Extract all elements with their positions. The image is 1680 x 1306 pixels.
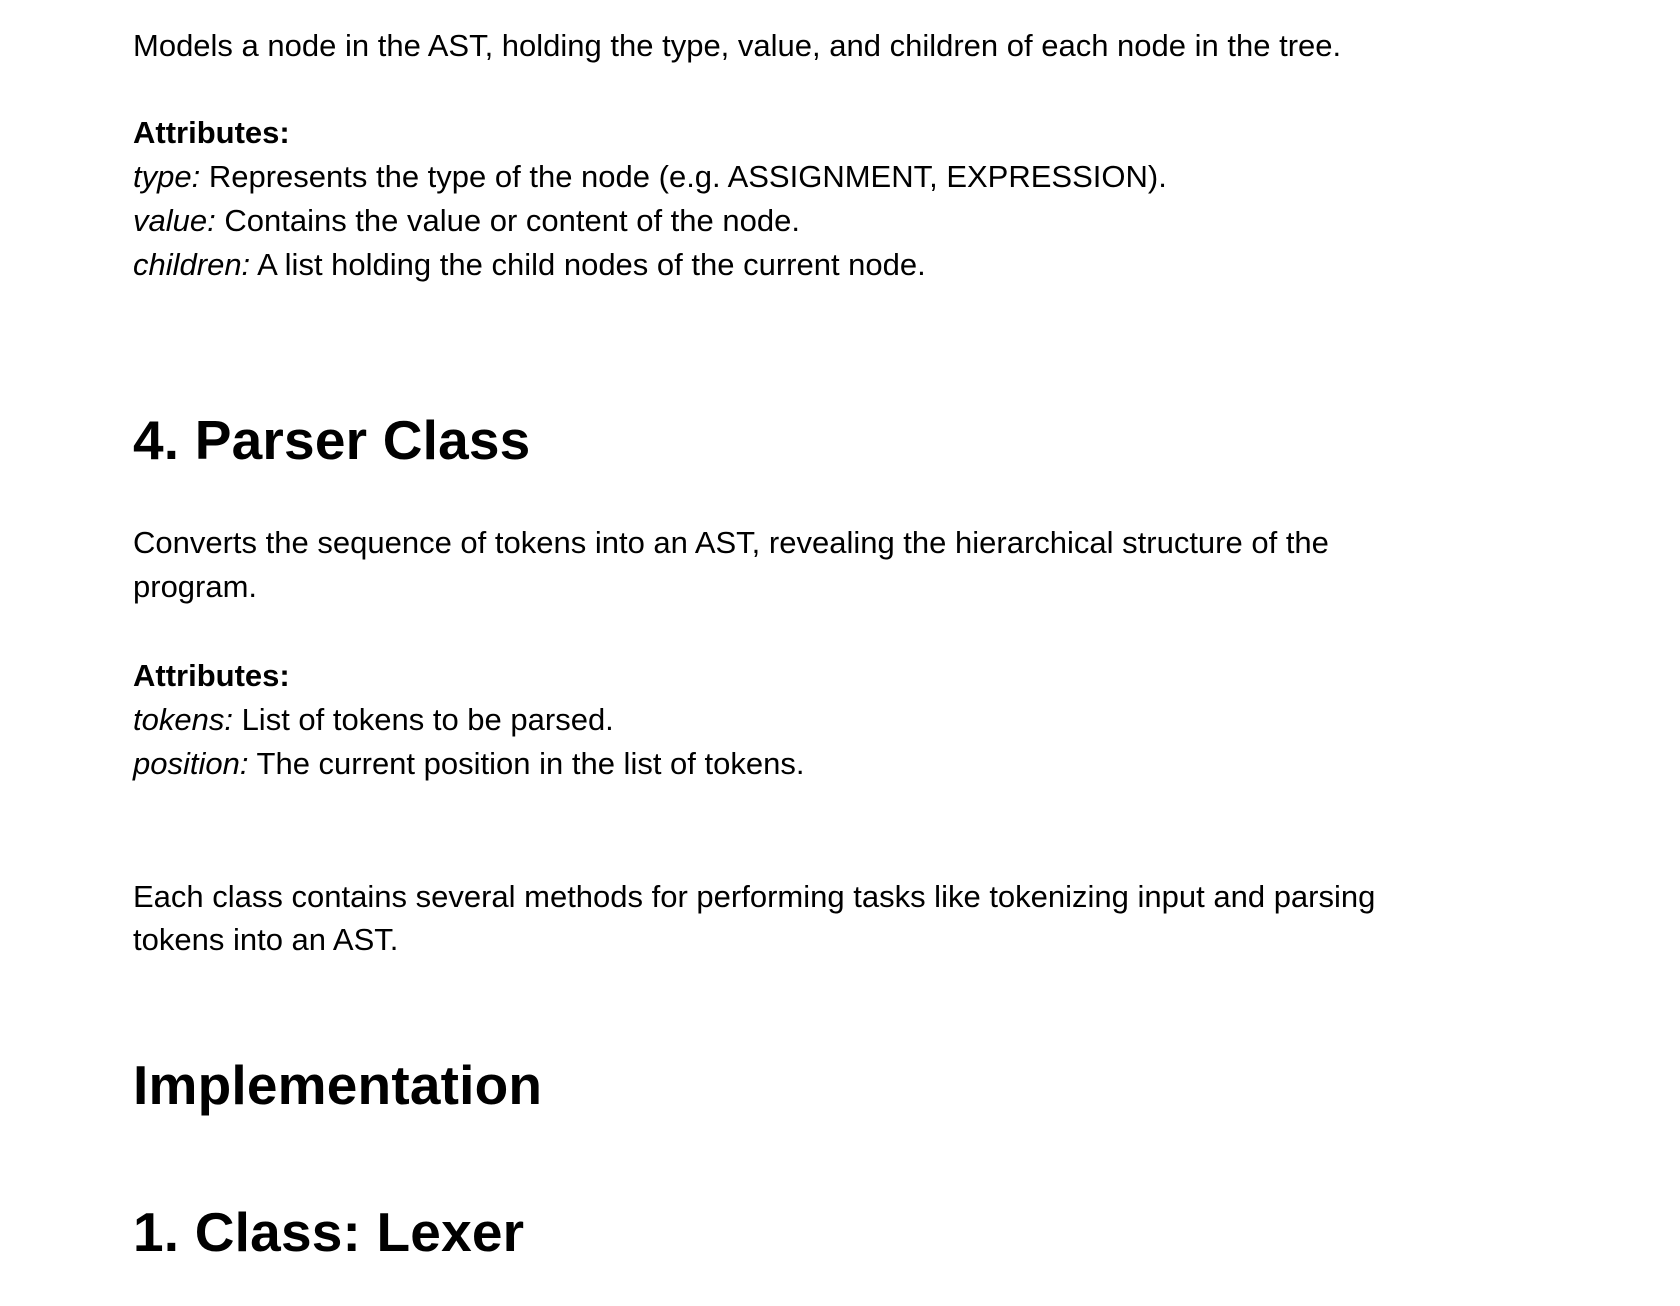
attribute-text: Represents the type of the node (e.g. ASSIGNMENT, EXPRESSION). (200, 159, 1167, 194)
attribute-label: position: (133, 746, 249, 781)
attribute-text: A list holding the child nodes of the current node. (250, 247, 926, 282)
node-attribute-value (133, 199, 800, 243)
attribute-label: tokens: (133, 702, 233, 737)
parser-description-line-1: Converts the sequence of tokens into an AST, revealing the hierarchical structure of the (133, 525, 1329, 560)
attribute-text: Contains the value or content of the node. (215, 203, 800, 238)
summary-line-2: tokens into an AST. (133, 922, 399, 957)
node-attribute-children (133, 243, 926, 287)
summary-line-1: Each class contains several methods for performing tasks like tokenizing input and parsing (133, 879, 1376, 914)
attribute-label: value: (133, 203, 216, 238)
parser-description-line-2: program. (133, 569, 258, 604)
lexer-class-heading: 1. Class: Lexer (133, 1201, 525, 1263)
implementation-heading: Implementation (133, 1054, 543, 1116)
parser-class-heading: 4. Parser Class (133, 409, 531, 471)
parser-attribute-tokens (133, 698, 614, 742)
attribute-text: The current position in the list of tokens. (248, 746, 805, 781)
attribute-label: type: (133, 159, 201, 194)
attribute-text: List of tokens to be parsed. (232, 702, 614, 737)
node-intro-text: Models a node in the AST, holding the type, value, and children of each node in the tree. (133, 28, 1342, 63)
parser-attributes-heading: Attributes: (133, 658, 290, 693)
attribute-label: children: (133, 247, 251, 282)
parser-attribute-position (133, 742, 804, 786)
node-attributes-heading: Attributes: (133, 115, 290, 150)
node-attribute-type (133, 155, 1167, 199)
